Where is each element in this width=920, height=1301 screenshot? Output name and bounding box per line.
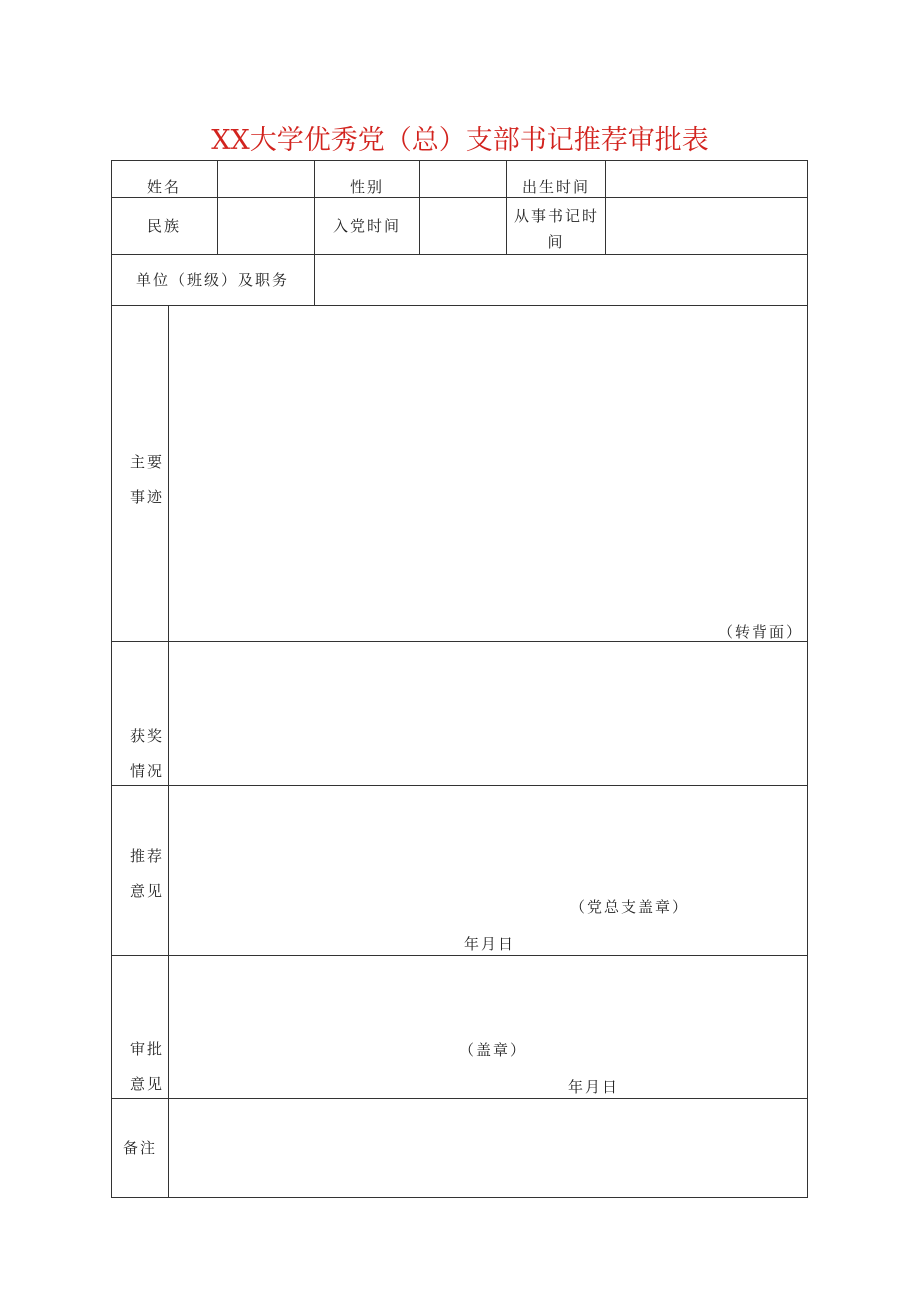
awards-field[interactable] — [169, 642, 807, 785]
achievements-label-line1: 主要 — [129, 453, 164, 471]
achievements-label-line2: 事迹 — [129, 488, 164, 506]
secretary-since-label-line1: 从事书记时 — [514, 207, 600, 225]
recommendation-field[interactable] — [169, 786, 807, 955]
ethnicity-label: 民族 — [146, 217, 181, 235]
recommendation-date: 年月日 — [464, 935, 516, 953]
remarks-field[interactable] — [169, 1099, 807, 1197]
recommendation-label-line1: 推荐 — [129, 847, 164, 865]
birth-date-field[interactable] — [606, 161, 807, 197]
secretary-since-label-line2: 间 — [547, 233, 565, 251]
gender-field[interactable] — [420, 161, 506, 197]
achievements-label — [112, 445, 164, 515]
ethnicity-field[interactable] — [218, 198, 314, 254]
awards-label — [112, 719, 164, 789]
approval-seal-note: （盖章） — [459, 1041, 528, 1059]
awards-label-line1: 获奖 — [129, 727, 164, 745]
continue-on-back-note: （转背面） — [718, 623, 804, 641]
party-branch-seal-note: （党总支盖章） — [570, 898, 690, 916]
join-party-date-label: 入党时间 — [332, 217, 401, 235]
approval-field[interactable] — [169, 956, 807, 1098]
birth-date-label: 出生时间 — [521, 178, 590, 196]
recommendation-label — [112, 839, 164, 909]
remarks-label: 备注 — [123, 1139, 158, 1157]
approval-label-line1: 审批 — [129, 1040, 164, 1058]
name-label: 姓名 — [146, 178, 181, 196]
unit-position-label: 单位（班级）及职务 — [135, 271, 289, 289]
form-title: XX大学优秀党（总）支部书记推荐审批表 — [211, 125, 709, 156]
name-field[interactable] — [218, 161, 314, 197]
approval-label — [112, 1032, 164, 1102]
approval-label-line2: 意见 — [129, 1075, 164, 1093]
join-party-date-field[interactable] — [420, 198, 506, 254]
recommendation-label-line2: 意见 — [129, 882, 164, 900]
unit-position-field[interactable] — [315, 255, 807, 305]
approval-date: 年月日 — [568, 1078, 620, 1096]
table-border-bottom — [111, 1197, 808, 1198]
achievements-field[interactable] — [169, 306, 807, 641]
table-border-right — [807, 160, 808, 1198]
awards-label-line2: 情况 — [129, 762, 164, 780]
secretary-since-field[interactable] — [606, 198, 807, 254]
gender-label: 性别 — [349, 178, 384, 196]
